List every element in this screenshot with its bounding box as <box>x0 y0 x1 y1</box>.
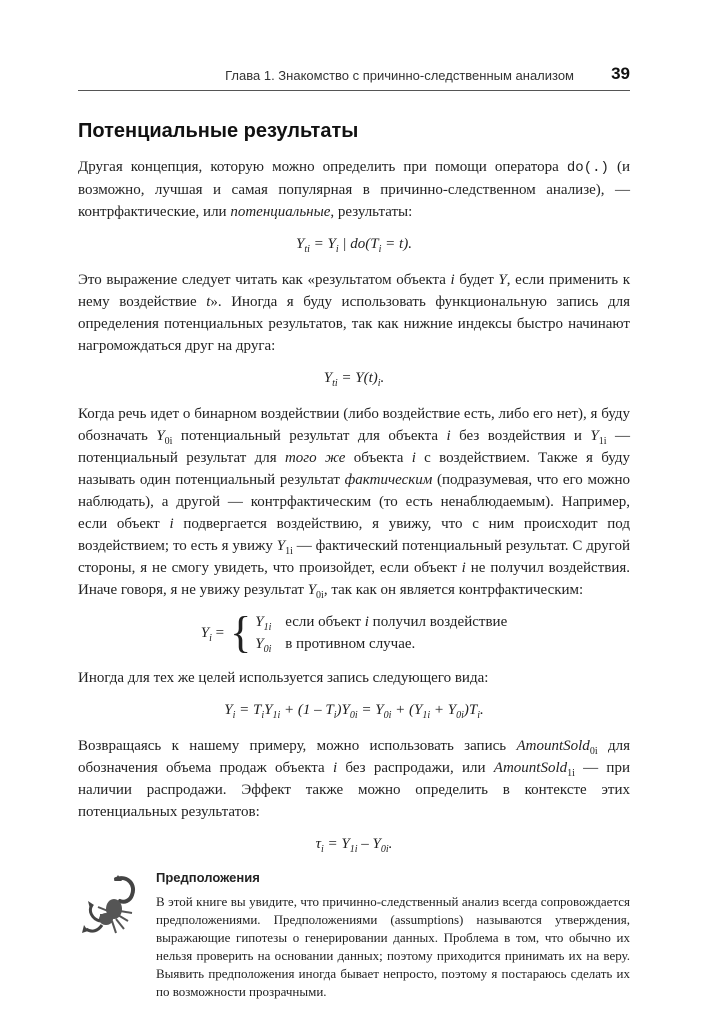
cases-formula: $Y_i$ = { $Y_{1i}$ если объект i получил воздействие $Y_{0i}$ в противном случае. <box>200 608 508 657</box>
paragraph-3: Когда речь идет о бинарном воздействии (либо воздействие есть, либо его нет), я буду обозначать $Y_{0i}$ потенциальный результат для объекта i без воздействия и $Y_{1i}$ — потенциальный результат для того же объекта i с воздействием. Также я буду называть один потенциальный результат фактическим (подразумевая, что его можно наблюдать), а другой — контрфактическим (то есть ненаблюдаемым). Например, если объект i подвергается воздействию, я увижу, что с ним происходит под воздействием; то есть я увижу $Y_{1i}$ — фактический потенциальный результат. С другой стороны, я не смогу увидеть, что произойдет, если объект i не получил воздействия. Иначе говоря, я не увижу результат $Y_{0i}$, так как он является контрфактическим: <box>78 406 631 601</box>
running-header <box>78 64 630 86</box>
page-content <box>78 118 630 1009</box>
paragraph-5: Возвращаясь к нашему примеру, можно использовать запись AmountSold$_{0i}$ для обозначения объема продаж объекта i без распродажи, или AmountSold$_{1i}$ — при наличии распродажи. Эффект также можно определить в контексте этих потенциальных результатов: <box>78 738 630 820</box>
paragraph-4: Иногда для тех же целей используется запись следующего вида: <box>78 670 489 686</box>
page-number: 39 <box>611 64 630 83</box>
formula-2: $Y_{ti} = Y(t)_i$. <box>323 370 385 389</box>
case-row-2: $Y_{0i}$ в противном случае. <box>255 636 416 655</box>
note-box <box>78 869 630 1009</box>
curly-brace: { <box>230 608 252 657</box>
section-heading: Потенциальные результаты <box>78 120 359 142</box>
formula-3: $Y_i = T_iY_{1i} + (1 - T_i)Y_{0i} = Y_{0i} + (Y_{1i} + Y_{0i})T_i$. <box>224 702 484 721</box>
paragraph-1: Другая концепция, которую можно определить при помощи оператора do(.) (и возможно, лучшая и самая популярная в причинно-следственном анализе), — контрфактические, или потенциальные, результаты: <box>78 159 630 220</box>
chapter-title: Глава 1. Знакомство с причинно-следственным анализом <box>225 68 574 83</box>
paragraph-2: Это выражение следует читать как «результатом объекта i будет Y, если применить к нему воздействие t». Иногда я буду использовать функциональную запись для определения потенциальных результатов, так как нижние индексы быстро начинают нагромождаться друг на друга: <box>78 272 631 354</box>
case-row-1: $Y_{1i}$ если объект i получил воздействие <box>255 614 508 633</box>
header-rule <box>78 90 630 91</box>
scorpion-icon <box>78 871 142 941</box>
formula-4: $\tau_i = Y_{1i} - Y_{0i}$. <box>315 836 393 855</box>
note-title: Предположения <box>156 870 260 885</box>
note-text: В этой книге вы увидите, что причинно-следственный анализ всегда сопровождается предположениями. Предположениями (assumptions) называются утверждения, выражающие гипотезы о генерировании данных. Проблема в том, что обычно их нельзя проверить на основании данных; поэтому приходится принимать их на веру. Выявить предположения иногда бывает непросто, поэтому я постараюсь сделать их по возможности прозрачными. <box>156 894 630 999</box>
formula-1: $Y_{ti} = Y_i$ | $do(T_i = t)$. <box>296 236 412 255</box>
inline-code: do(.) <box>566 160 609 176</box>
